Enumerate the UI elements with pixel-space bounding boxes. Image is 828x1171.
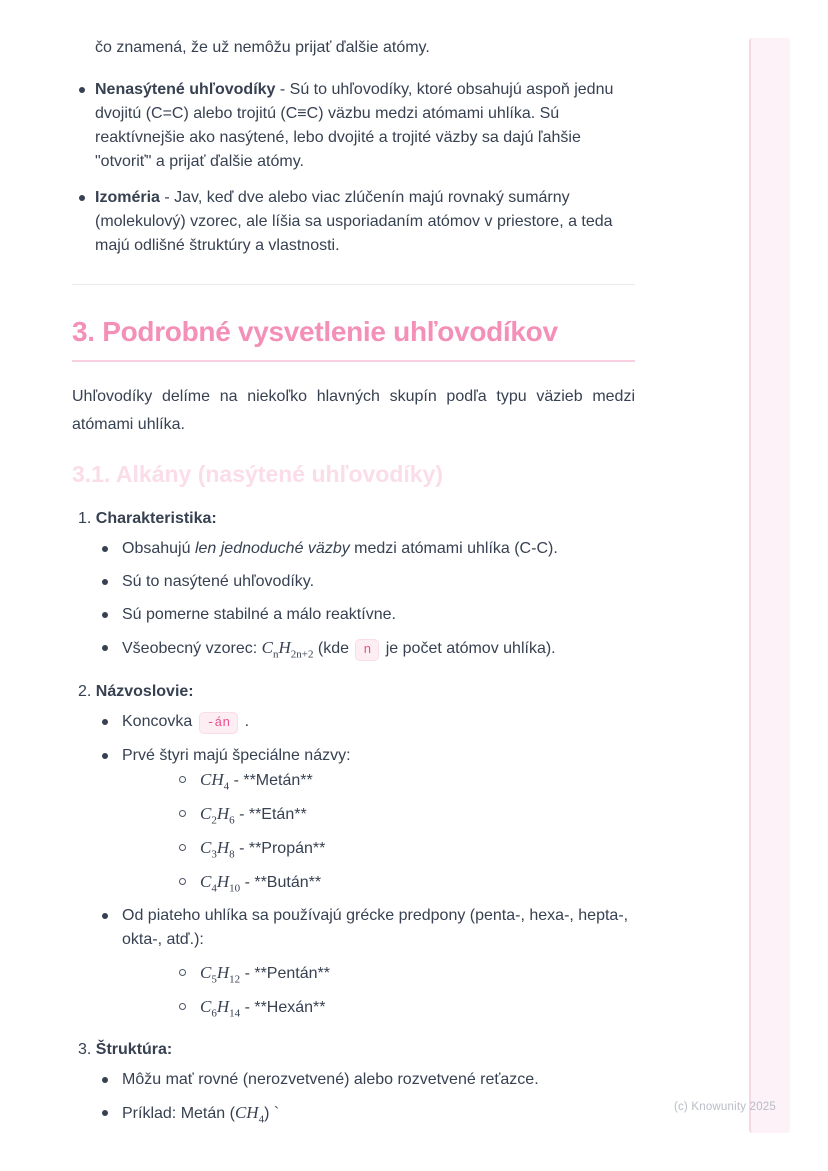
formula-subscript: 6 [229, 814, 235, 827]
list-item [72, 1101, 635, 1126]
content-column [72, 36, 635, 1144]
sub-bullet-list [72, 710, 635, 1020]
numbered-item-head [78, 507, 635, 531]
formula-subscript: 12 [229, 973, 241, 986]
text-run: ) ` [264, 1105, 280, 1122]
text-run: Od piateho uhlíka sa používajú grécke predpony (penta-, hexa-, hepta-, okta-, atď.): [122, 907, 629, 948]
formula-subscript: 2n+2 [290, 648, 314, 661]
formula-letter: H [246, 1103, 259, 1122]
list-item [72, 710, 635, 735]
formula-letter: C [200, 872, 212, 891]
formula-letter: H [216, 872, 230, 891]
formula-name: - **Propán** [234, 840, 326, 857]
list-item [72, 537, 635, 561]
section-divider [72, 284, 635, 285]
numbered-item-structure [72, 1038, 635, 1126]
numbered-item-head [78, 680, 635, 704]
list-item [122, 836, 635, 861]
formula-subscript: 6 [211, 1007, 217, 1020]
item-number: 1. [78, 510, 92, 527]
text-run: Koncovka [122, 713, 197, 730]
formula-letter: C [200, 838, 212, 857]
formula-subscript: 2 [211, 814, 217, 827]
inline-code-badge: -án [199, 712, 238, 734]
formula-name: - **Pentán** [240, 965, 330, 982]
formula-letter: H [216, 838, 230, 857]
formula-name: - **Etán** [234, 806, 307, 823]
formula-name-list [122, 768, 635, 895]
item-label: Štruktúra: [95, 1041, 173, 1058]
definition-text: - Sú to uhľovodíky, ktoré obsahujú aspoň jednu dvojitú (C=C) alebo trojitú (C≡C) väzbu medzi atómami uhlíka. Sú reaktívnejšie ako nasýtené, lebo dvojité a trojité väzby sa dajú ľahšie "otvoriť" a prijať ďalšie atómy. [95, 81, 614, 170]
list-item: Sú to nasýtené uhľovodíky. [72, 570, 635, 594]
text-run: Prvé štyri majú špeciálne názvy: [122, 747, 351, 764]
list-item [72, 904, 635, 1020]
formula-letter: H [216, 963, 230, 982]
text-run: medzi atómami uhlíka (C-C). [349, 540, 558, 557]
formula-letter: H [216, 804, 230, 823]
chemical-formula [200, 804, 235, 827]
section-intro: Uhľovodíky delíme na niekoľko hlavných skupín podľa typu väzieb medzi atómami uhlíka. [72, 388, 635, 433]
chemical-formula [234, 1103, 265, 1126]
list-item [122, 768, 635, 793]
subsection-heading: 3.1. Alkány (nasýtené uhľovodíky) [72, 461, 444, 487]
list-item: Môžu mať rovné (nerozvetvené) alebo rozvetvené reťazce. [72, 1068, 635, 1092]
item-number: 3. [78, 1041, 92, 1058]
item-label: Názvoslovie: [95, 683, 194, 700]
chemical-formula [200, 872, 241, 895]
chemical-formula [200, 963, 241, 986]
alkanes-numbered-list [72, 507, 635, 1126]
definition-text: - Jav, keď dve alebo viac zlúčenín majú rovnaký sumárny (molekulový) vzorec, ale líšia sa usporiadaním atómov v priestore, a teda majú odlišné štruktúry a vlastnosti. [95, 189, 613, 254]
text-run: Príklad: Metán ( [122, 1105, 235, 1122]
formula-name: - **Metán** [229, 772, 313, 789]
formula-letter: H [211, 770, 224, 789]
list-item [122, 961, 635, 986]
definition-term: Nenasýtené uhľovodíky [95, 81, 276, 98]
numbered-item-head [78, 1038, 635, 1062]
chemical-formula [200, 838, 235, 861]
text-run: . [240, 713, 250, 730]
formula-letter: C [234, 1103, 247, 1122]
formula-subscript: 14 [229, 1007, 241, 1020]
formula-name-list [122, 961, 635, 1020]
formula-subscript: 3 [211, 848, 217, 861]
formula-letter: H [278, 638, 291, 657]
list-item [72, 744, 635, 895]
chemical-formula [261, 638, 314, 661]
formula-subscript: 4 [211, 882, 217, 895]
chemical-formula [200, 770, 230, 793]
chemical-formula [200, 997, 241, 1020]
text-run: Všeobecný vzorec: [122, 640, 262, 657]
formula-subscript: 8 [229, 848, 235, 861]
definition-list [72, 78, 635, 258]
item-label: Charakteristika: [95, 510, 217, 527]
formula-letter: C [200, 804, 212, 823]
lead-line: čo znamená, že už nemôžu prijať ďalšie atómy. [95, 39, 430, 56]
formula-letter: C [261, 638, 273, 657]
formula-name: - **Hexán** [240, 999, 326, 1016]
formula-subscript: 5 [211, 973, 217, 986]
item-number: 2. [78, 683, 92, 700]
list-item [72, 636, 635, 662]
list-item [72, 186, 635, 258]
formula-subscript: 4 [258, 1113, 265, 1126]
sub-bullet-list [72, 537, 635, 662]
list-item: Sú pomerne stabilné a málo reaktívne. [72, 603, 635, 627]
page-edge-scroll-strip[interactable] [749, 38, 790, 1133]
inline-code-badge: n [355, 639, 379, 661]
numbered-item-characteristics [72, 507, 635, 662]
formula-subscript: 10 [229, 882, 241, 895]
formula-letter: H [216, 997, 230, 1016]
formula-subscript: 4 [223, 780, 230, 793]
text-run: Obsahujú [122, 540, 195, 557]
text-run: (kde [313, 640, 354, 657]
text-run: je počet atómov uhlíka). [381, 640, 556, 657]
formula-name: - **Bután** [240, 874, 322, 891]
numbered-item-nomenclature [72, 680, 635, 1020]
list-item [72, 78, 635, 174]
list-item [122, 870, 635, 895]
formula-letter: C [200, 770, 212, 789]
emphasized-text: len jednoduché väzby [194, 540, 350, 557]
section-heading: 3. Podrobné vysvetlenie uhľovodíkov [72, 315, 635, 362]
sub-bullet-list [72, 1068, 635, 1126]
formula-letter: C [200, 997, 212, 1016]
footer-credit: (c) Knowunity 2025 [673, 1101, 776, 1113]
definition-term: Izoméria [95, 189, 160, 206]
list-item [122, 995, 635, 1020]
formula-subscript: n [272, 648, 279, 661]
formula-letter: C [200, 963, 212, 982]
list-item [122, 802, 635, 827]
